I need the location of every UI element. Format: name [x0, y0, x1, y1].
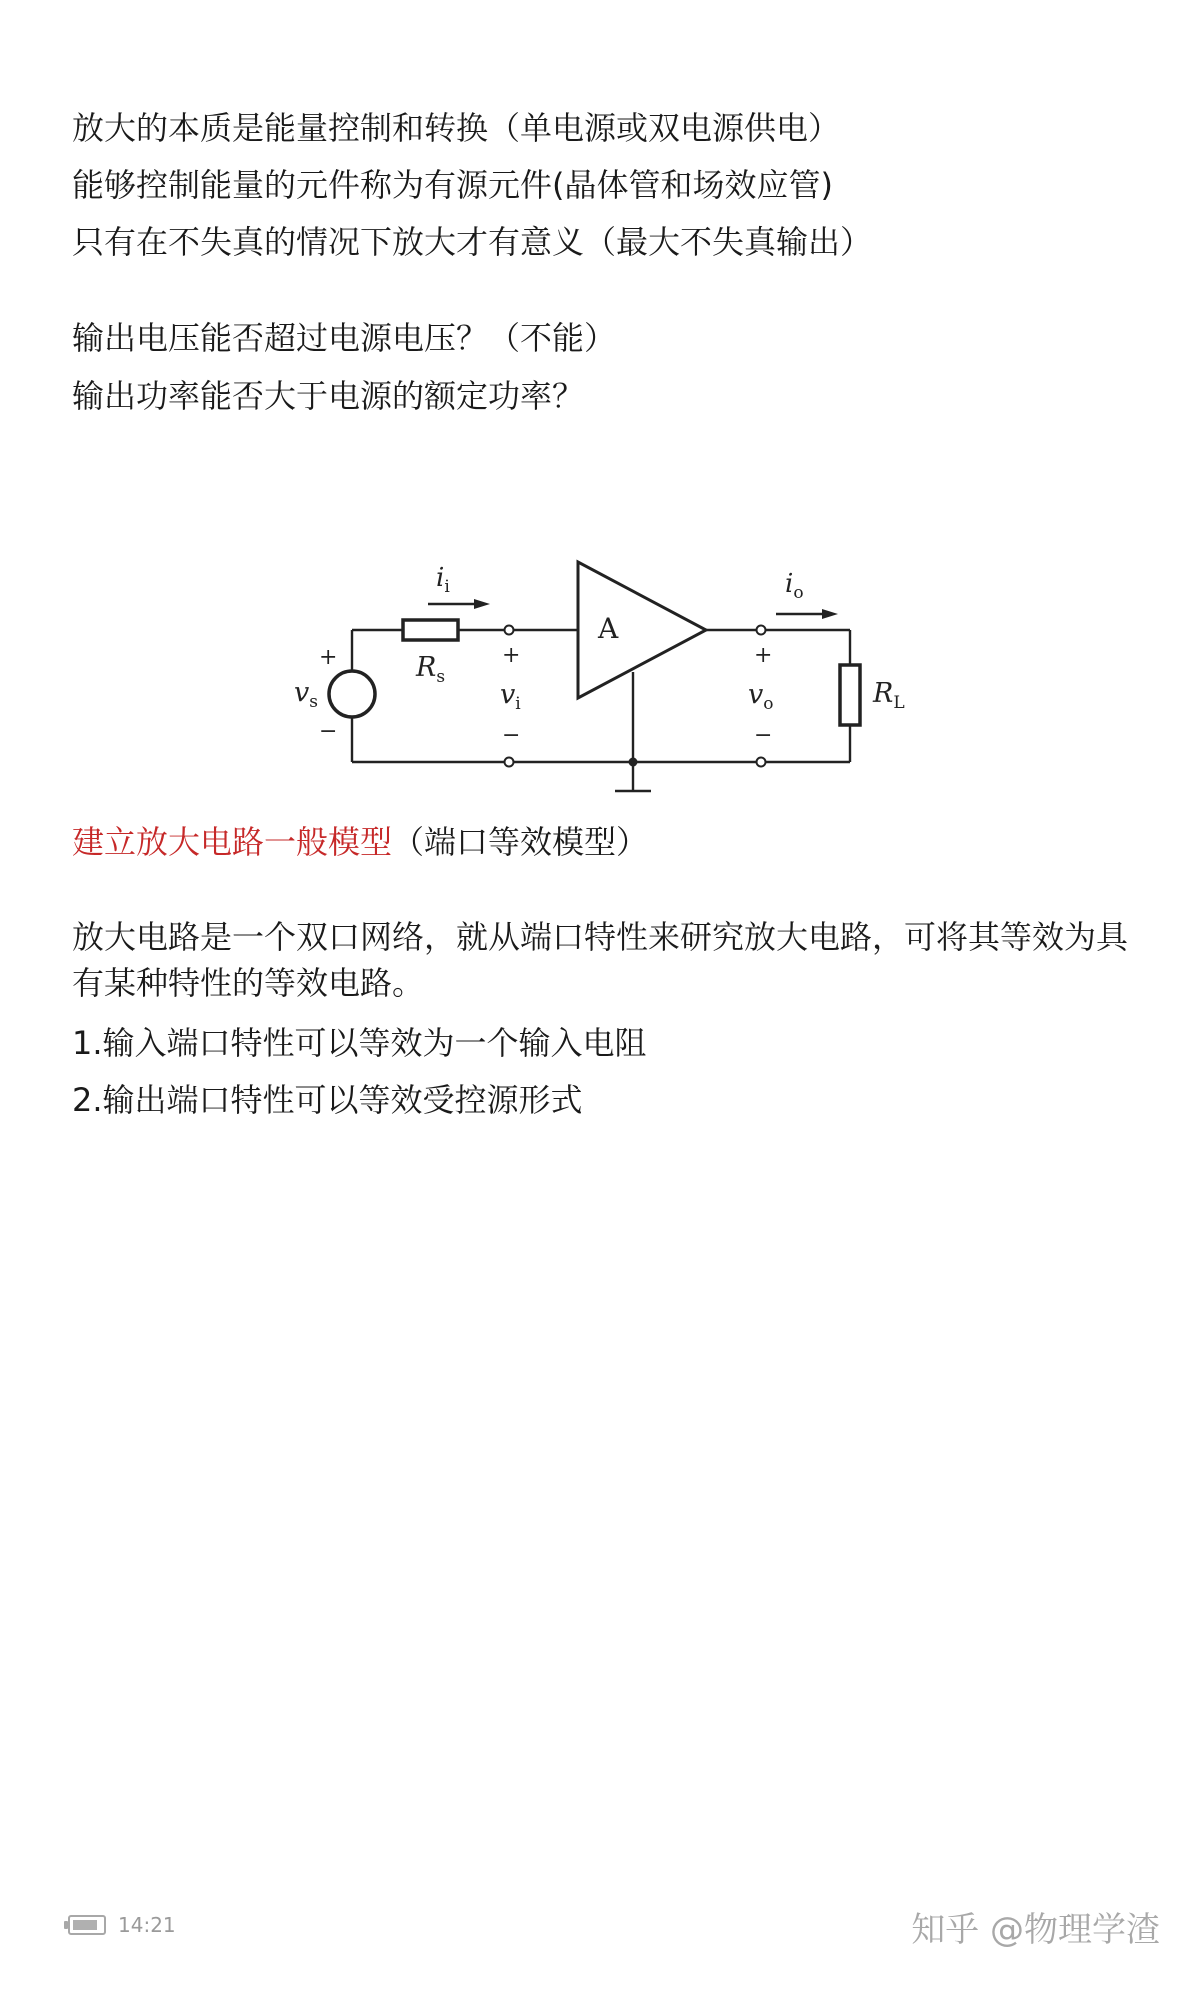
status-footer — [68, 1910, 176, 1940]
vs-label: $v_s$ — [294, 677, 318, 712]
section-heading-red: 建立放大电路一般模型 — [72, 823, 393, 861]
text-line-2: 能够控制能量的元件称为有源元件(晶体管和场效应管) — [72, 166, 833, 204]
terminal-node — [505, 626, 514, 635]
vi-plus-sign: + — [502, 643, 521, 668]
vi-minus-sign: − — [502, 723, 521, 748]
vo-label: $v_o$ — [748, 679, 774, 714]
junction-node — [629, 758, 638, 767]
vi-label: $v_i$ — [500, 679, 521, 714]
section-heading — [72, 822, 648, 862]
watermark: 知乎 @物理学渣 — [911, 1910, 1160, 1950]
terminal-node — [505, 758, 514, 767]
terminal-node — [757, 626, 766, 635]
terminal-node — [757, 758, 766, 767]
vo-minus-sign: − — [754, 723, 773, 748]
output-current-label: $i_o$ — [785, 569, 804, 603]
vs-plus-sign: + — [319, 645, 338, 670]
status-time: 14:21 — [118, 1913, 176, 1937]
battery-icon — [68, 1915, 106, 1935]
output-current-arrow-icon — [776, 609, 838, 619]
question-2: 输出功率能否大于电源的额定功率？ — [72, 377, 585, 415]
question-1: 输出电压能否超过电源电压？（不能） — [72, 319, 617, 357]
amplifier-label: A — [598, 612, 619, 645]
voltage-source-icon — [329, 671, 375, 717]
vo-plus-sign: + — [754, 643, 773, 668]
paragraph: 放大电路是一个双口网络，就从端口特性来研究放大电路，可将其等效为具有某种特性的等效电路。 — [72, 918, 1129, 1002]
resistor-rl-icon — [840, 665, 860, 725]
text-line-1: 放大的本质是能量控制和转换（单电源或双电源供电） — [72, 109, 841, 147]
list-item-1: 1.输入端口特性可以等效为一个输入电阻 — [72, 1024, 647, 1062]
list-item-2: 2.输出端口特性可以等效受控源形式 — [72, 1081, 583, 1119]
input-current-arrow-icon — [428, 599, 490, 609]
rl-label: $R_L$ — [873, 678, 905, 713]
resistor-rs-icon — [403, 620, 458, 640]
section-heading-rest: （端口等效模型） — [392, 823, 649, 861]
vs-minus-sign: − — [319, 719, 338, 744]
text-line-3: 只有在不失真的情况下放大才有意义（最大不失真输出） — [72, 223, 873, 261]
rs-label: $R_s$ — [416, 652, 446, 687]
input-current-label: $i_i$ — [436, 563, 450, 597]
